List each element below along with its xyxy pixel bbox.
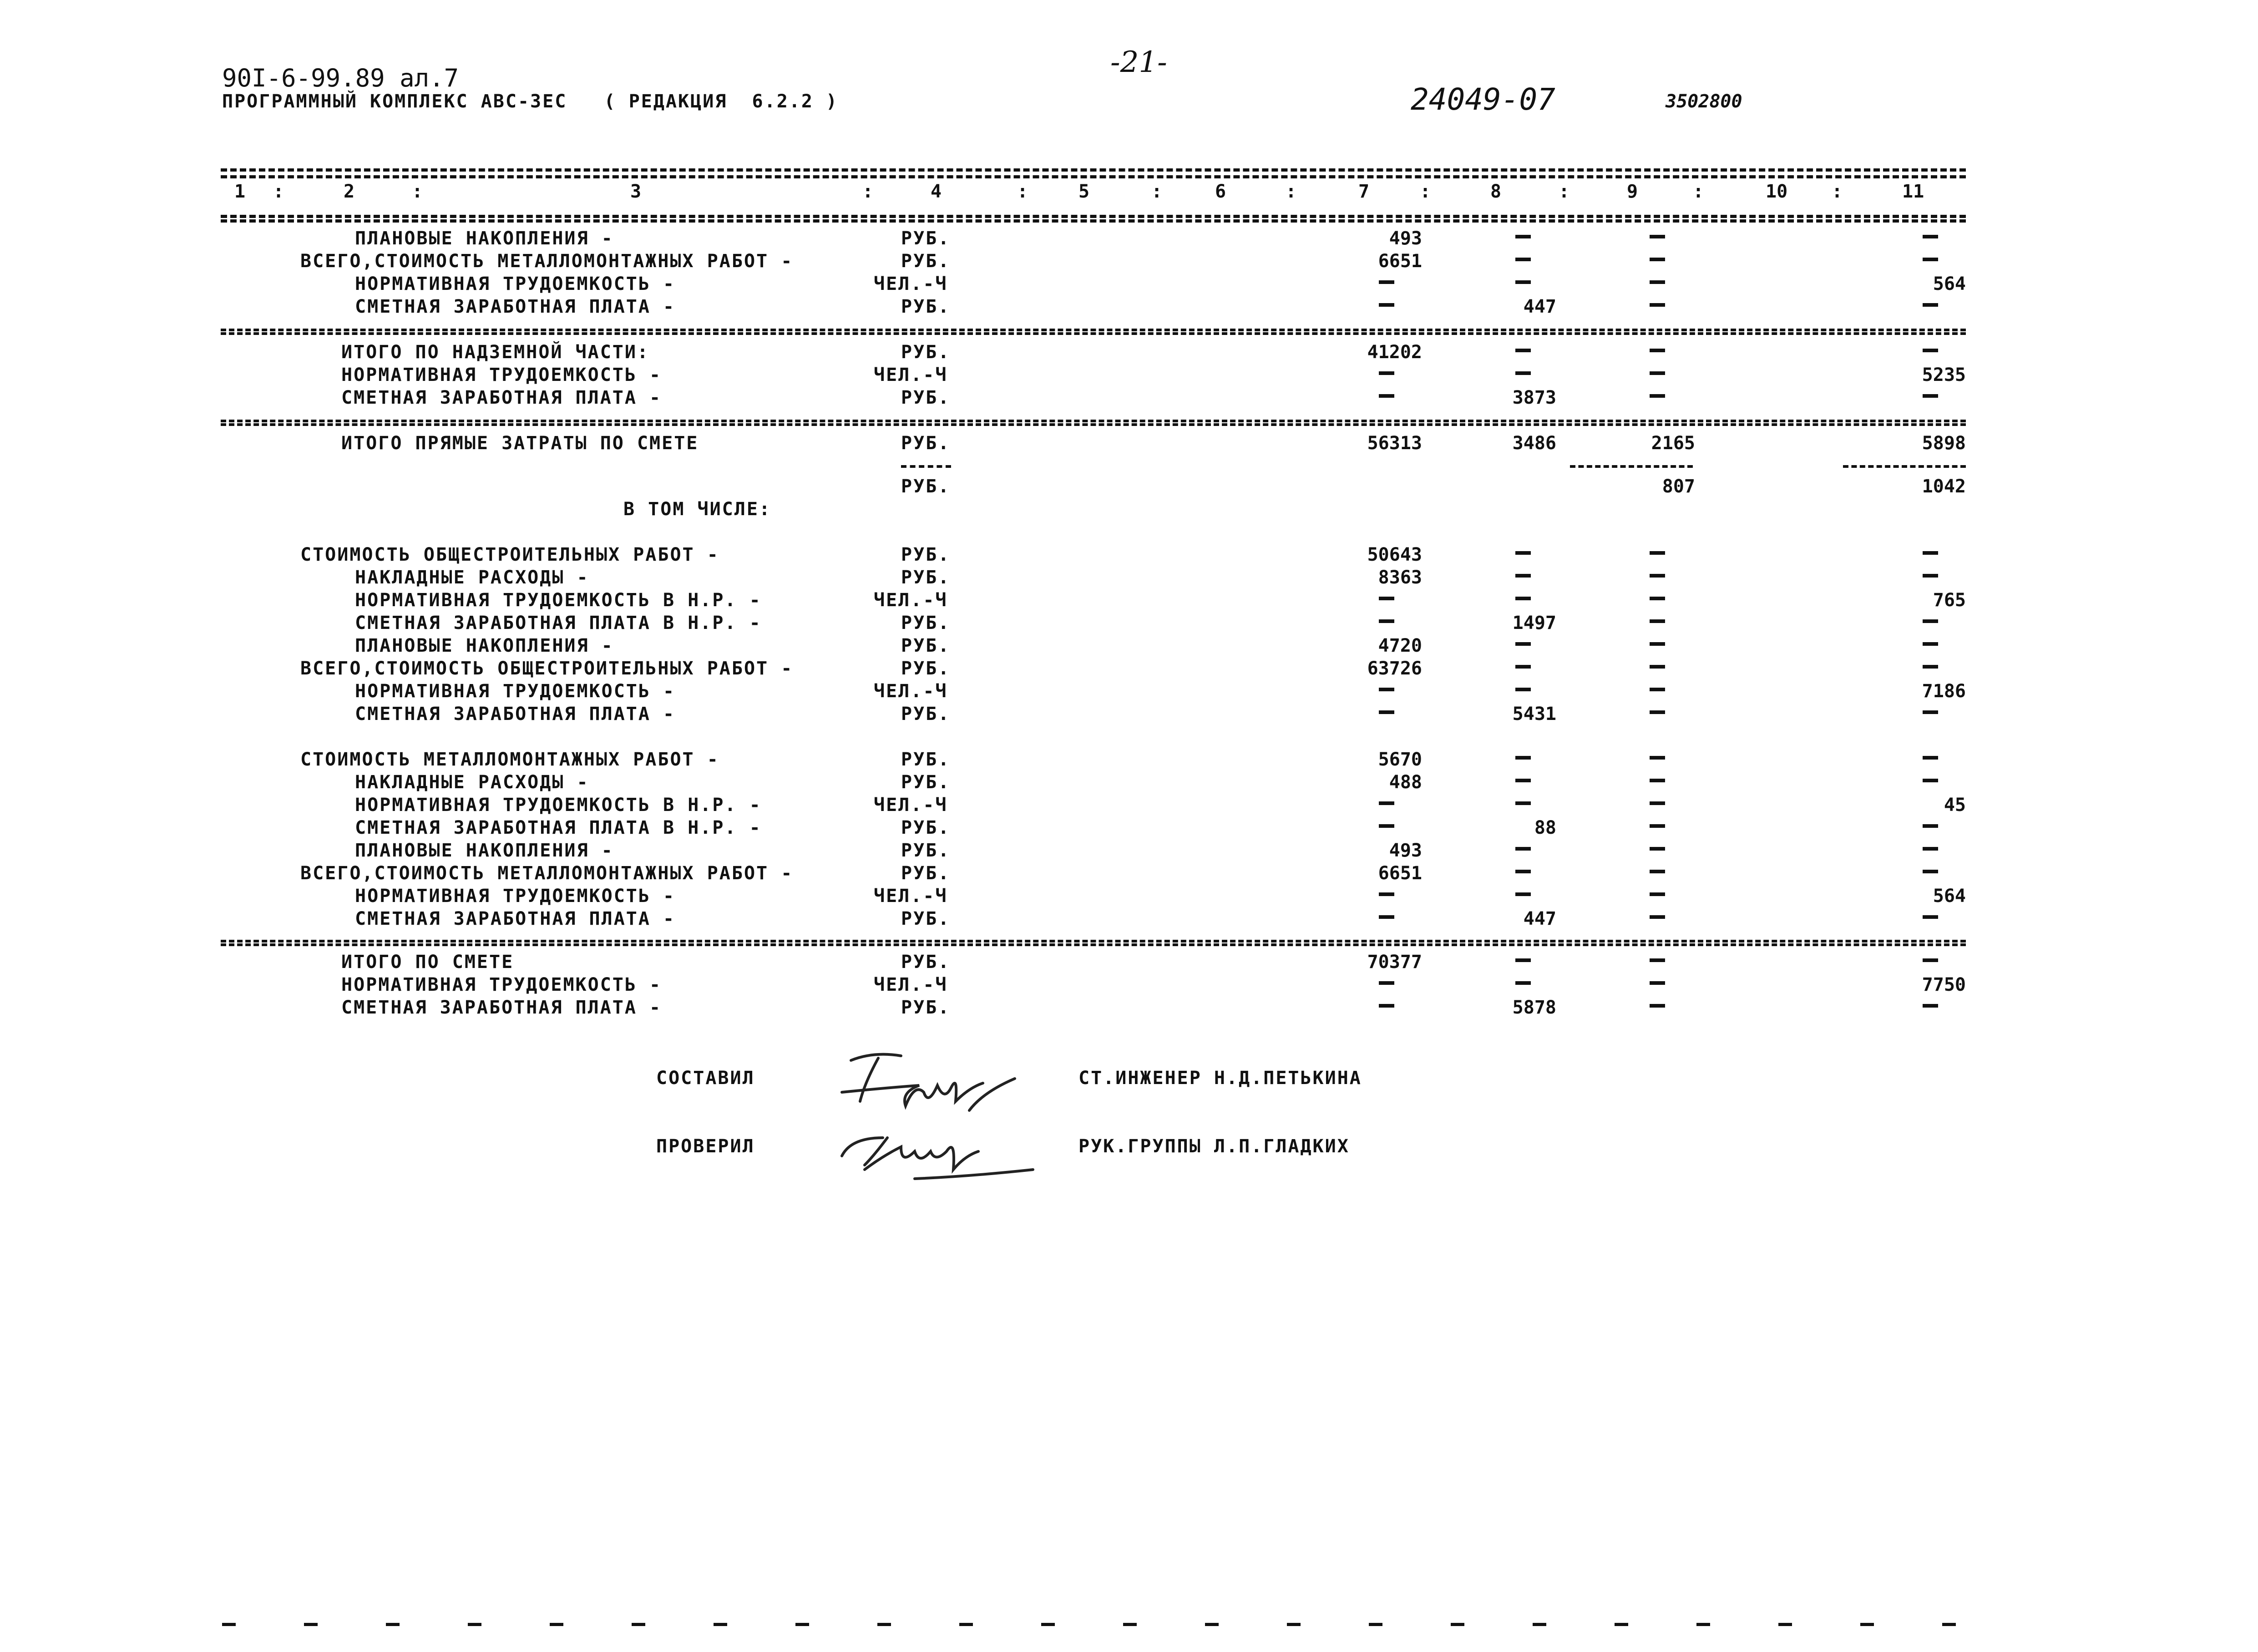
column-header-5: 5 (1078, 181, 1090, 202)
empty-value-dash (1923, 665, 1938, 669)
cell-c8: 3486 (1512, 433, 1556, 454)
bottom-dash (1123, 1623, 1137, 1626)
empty-value-dash (1515, 597, 1531, 600)
bottom-dash (959, 1623, 973, 1626)
row-label: ПЛАНОВЫЕ НАКОПЛЕНИЯ - (355, 635, 614, 656)
row-label: НОРМАТИВНАЯ ТРУДОЕМКОСТЬ - (355, 681, 676, 702)
empty-value-dash (1379, 1004, 1394, 1008)
cell-c8: 88 (1534, 817, 1556, 838)
row-unit: РУБ. (901, 863, 951, 884)
row-unit: РУБ. (901, 567, 951, 588)
empty-value-dash (1650, 824, 1665, 828)
column-separator: : (1151, 181, 1163, 202)
bottom-dash (1041, 1623, 1055, 1626)
page-number: -21- (1110, 46, 1167, 79)
column-separator: : (1832, 181, 1843, 202)
bottom-dash (550, 1623, 563, 1626)
composed-label: СОСТАВИЛ (656, 1068, 755, 1089)
cell-c11: 7186 (1922, 681, 1966, 702)
row-label: НОРМАТИВНАЯ ТРУДОЕМКОСТЬ - (355, 274, 676, 294)
bottom-dash (795, 1623, 809, 1626)
row-unit: РУБ. (901, 952, 951, 973)
empty-value-dash (1923, 915, 1938, 919)
bottom-dash (632, 1623, 645, 1626)
empty-value-dash (1379, 394, 1394, 398)
empty-value-dash (1515, 235, 1531, 238)
empty-value-dash (1379, 801, 1394, 805)
row-unit: ЧЕЛ.-Ч (874, 365, 948, 385)
bottom-dash (468, 1623, 481, 1626)
program-title: ПРОГРАММНЫЙ КОМПЛЕКС АВС-3ЕС ( РЕДАКЦИЯ 6.2.2 ) (222, 91, 839, 112)
empty-value-dash (1379, 371, 1394, 375)
section-separator (221, 423, 1966, 426)
bottom-dash (1205, 1623, 1219, 1626)
column-header-3: 3 (630, 181, 642, 202)
empty-value-dash (1650, 958, 1665, 962)
column-header-4: 4 (931, 181, 942, 202)
cell-c7: 493 (1389, 840, 1422, 861)
column-header-2: 2 (344, 181, 355, 202)
row-label: СТОИМОСТЬ МЕТАЛЛОМОНТАЖНЫХ РАБОТ - (300, 749, 719, 770)
empty-value-dash (1650, 847, 1665, 851)
cell-c11: 765 (1933, 590, 1966, 611)
row-label: СМЕТНАЯ ЗАРАБОТНАЯ ПЛАТА - (341, 387, 662, 408)
inventory-number: 24049-07 (1411, 82, 1555, 117)
empty-value-dash (1379, 597, 1394, 600)
column-separator: : (1286, 181, 1297, 202)
cell-c11: 7750 (1922, 974, 1966, 995)
column-separator: : (1017, 181, 1028, 202)
row-label: СМЕТНАЯ ЗАРАБОТНАЯ ПЛАТА - (341, 997, 662, 1018)
bottom-dash (1778, 1623, 1792, 1626)
bottom-dash (1696, 1623, 1710, 1626)
row-unit: РУБ. (901, 296, 951, 317)
empty-value-dash (1923, 619, 1938, 623)
empty-value-dash (1650, 597, 1665, 600)
empty-value-dash (1923, 303, 1938, 307)
bottom-dash (1615, 1623, 1628, 1626)
underline-col11 (1843, 465, 1966, 468)
empty-value-dash (1515, 688, 1531, 691)
row-unit: РУБ. (901, 997, 951, 1018)
empty-value-dash (1923, 235, 1938, 238)
registration-number: 3502800 (1666, 91, 1742, 112)
row-label: ИТОГО ПО СМЕТЕ (341, 952, 514, 973)
empty-value-dash (1515, 981, 1531, 985)
cell-c7: 6651 (1378, 251, 1422, 272)
empty-value-dash (1923, 574, 1938, 578)
row-label: НОРМАТИВНАЯ ТРУДОЕМКОСТЬ - (341, 974, 662, 995)
row-label: СМЕТНАЯ ЗАРАБОТНАЯ ПЛАТА - (355, 704, 676, 725)
row-label: ПЛАНОВЫЕ НАКОПЛЕНИЯ - (355, 840, 614, 861)
row-label: НАКЛАДНЫЕ РАСХОДЫ - (355, 772, 589, 793)
table-top-rule (221, 168, 1966, 172)
column-separator: : (1420, 181, 1431, 202)
row-unit: РУБ. (901, 908, 951, 929)
empty-value-dash (1650, 349, 1665, 352)
empty-value-dash (1650, 235, 1665, 238)
column-header-10: 10 (1766, 181, 1788, 202)
row-label: СМЕТНАЯ ЗАРАБОТНАЯ ПЛАТА - (355, 908, 676, 929)
empty-value-dash (1515, 870, 1531, 873)
empty-value-dash (1379, 824, 1394, 828)
empty-value-dash (1650, 303, 1665, 307)
empty-value-dash (1515, 958, 1531, 962)
row-label: В ТОМ ЧИСЛЕ: (623, 499, 771, 520)
empty-value-dash (1650, 870, 1665, 873)
row-unit: РУБ. (901, 704, 951, 725)
row-unit: РУБ. (901, 251, 951, 272)
cell-c11: 1042 (1922, 476, 1966, 497)
empty-value-dash (1379, 981, 1394, 985)
cell-c7: 50643 (1367, 544, 1422, 565)
empty-value-dash (1515, 892, 1531, 896)
empty-value-dash (1515, 574, 1531, 578)
empty-value-dash (1650, 574, 1665, 578)
cell-c9: 2165 (1651, 433, 1695, 454)
cell-c7: 63726 (1367, 658, 1422, 679)
empty-value-dash (1650, 915, 1665, 919)
row-label: ИТОГО ПРЯМЫЕ ЗАТРАТЫ ПО СМЕТЕ (341, 433, 699, 454)
empty-value-dash (1923, 258, 1938, 261)
empty-value-dash (1515, 280, 1531, 284)
section-separator (221, 943, 1966, 946)
empty-value-dash (1923, 756, 1938, 760)
cell-c7: 493 (1389, 228, 1422, 249)
empty-value-dash (1515, 258, 1531, 261)
cell-c11: 564 (1933, 886, 1966, 907)
empty-value-dash (1650, 688, 1665, 691)
empty-value-dash (1650, 551, 1665, 555)
column-header-9: 9 (1627, 181, 1638, 202)
empty-value-dash (1650, 779, 1665, 782)
row-label: СТОИМОСТЬ ОБЩЕСТРОИТЕЛЬНЫХ РАБОТ - (300, 544, 719, 565)
table-header-rule (221, 215, 1966, 218)
cell-c7: 6651 (1378, 863, 1422, 884)
section-separator (221, 420, 1966, 422)
row-label: ВСЕГО,СТОИМОСТЬ МЕТАЛЛОМОНТАЖНЫХ РАБОТ - (300, 863, 794, 884)
column-header-6: 6 (1215, 181, 1226, 202)
empty-value-dash (1515, 847, 1531, 851)
empty-value-dash (1515, 371, 1531, 375)
table-top-rule-2 (221, 175, 1966, 178)
empty-value-dash (1650, 981, 1665, 985)
cell-c11: 5898 (1922, 433, 1966, 454)
empty-value-dash (1515, 349, 1531, 352)
row-unit: ЧЕЛ.-Ч (874, 681, 948, 702)
bottom-dash (1369, 1623, 1382, 1626)
row-unit: РУБ. (901, 817, 951, 838)
checked-label: ПРОВЕРИЛ (656, 1136, 755, 1157)
empty-value-dash (1650, 280, 1665, 284)
row-unit: ЧЕЛ.-Ч (874, 974, 948, 995)
cell-c8: 5431 (1512, 704, 1556, 725)
empty-value-dash (1650, 665, 1665, 669)
row-label: ИТОГО ПО НАДЗЕМНОЙ ЧАСТИ: (341, 342, 650, 363)
row-label: СМЕТНАЯ ЗАРАБОТНАЯ ПЛАТА - (355, 296, 676, 317)
row-label: СМЕТНАЯ ЗАРАБОТНАЯ ПЛАТА В Н.Р. - (355, 817, 762, 838)
empty-value-dash (1923, 958, 1938, 962)
section-separator (221, 940, 1966, 943)
cell-c8: 1497 (1512, 613, 1556, 633)
empty-value-dash (1379, 688, 1394, 691)
bottom-dash (877, 1623, 891, 1626)
empty-value-dash (1650, 801, 1665, 805)
empty-value-dash (1379, 710, 1394, 714)
column-header-11: 11 (1902, 181, 1924, 202)
composer-name: СТ.ИНЖЕНЕР Н.Д.ПЕТЬКИНА (1078, 1068, 1362, 1089)
cell-c7: 5670 (1378, 749, 1422, 770)
empty-value-dash (1515, 665, 1531, 669)
cell-c8: 5878 (1512, 997, 1556, 1018)
row-unit: РУБ. (901, 544, 951, 565)
cell-c7: 56313 (1367, 433, 1422, 454)
underline-unit (901, 465, 951, 468)
row-unit: РУБ. (901, 749, 951, 770)
checker-signature (833, 1120, 1042, 1188)
empty-value-dash (1515, 551, 1531, 555)
row-unit: ЧЕЛ.-Ч (874, 795, 948, 816)
checker-name: РУК.ГРУППЫ Л.П.ГЛАДКИХ (1078, 1136, 1350, 1157)
row-label: ВСЕГО,СТОИМОСТЬ ОБЩЕСТРОИТЕЛЬНЫХ РАБОТ - (300, 658, 794, 679)
cell-c7: 8363 (1378, 567, 1422, 588)
cell-c7: 41202 (1367, 342, 1422, 363)
row-unit: РУБ. (901, 433, 951, 454)
empty-value-dash (1379, 915, 1394, 919)
empty-value-dash (1923, 349, 1938, 352)
cell-c11: 564 (1933, 274, 1966, 294)
row-label: НОРМАТИВНАЯ ТРУДОЕМКОСТЬ В Н.Р. - (355, 590, 762, 611)
column-separator: : (412, 181, 423, 202)
empty-value-dash (1650, 1004, 1665, 1008)
composer-signature (833, 1042, 1024, 1115)
row-unit: РУБ. (901, 476, 951, 497)
bottom-dash (1942, 1623, 1956, 1626)
cell-c8: 447 (1523, 296, 1556, 317)
underline-col9 (1570, 465, 1693, 468)
row-label: ПЛАНОВЫЕ НАКОПЛЕНИЯ - (355, 228, 614, 249)
row-label: СМЕТНАЯ ЗАРАБОТНАЯ ПЛАТА В Н.Р. - (355, 613, 762, 633)
empty-value-dash (1515, 756, 1531, 760)
row-unit: РУБ. (901, 635, 951, 656)
cell-c11: 45 (1944, 795, 1966, 816)
empty-value-dash (1923, 824, 1938, 828)
bottom-dash (304, 1623, 318, 1626)
row-unit: РУБ. (901, 772, 951, 793)
empty-value-dash (1923, 779, 1938, 782)
row-unit: РУБ. (901, 613, 951, 633)
bottom-dash (1533, 1623, 1546, 1626)
row-unit: РУБ. (901, 840, 951, 861)
row-unit: РУБ. (901, 342, 951, 363)
empty-value-dash (1650, 394, 1665, 398)
bottom-dash (1451, 1623, 1464, 1626)
empty-value-dash (1515, 779, 1531, 782)
row-unit: РУБ. (901, 658, 951, 679)
bottom-dash (714, 1623, 727, 1626)
row-label: НОРМАТИВНАЯ ТРУДОЕМКОСТЬ В Н.Р. - (355, 795, 762, 816)
empty-value-dash (1923, 394, 1938, 398)
cell-c11: 5235 (1922, 365, 1966, 385)
empty-value-dash (1650, 619, 1665, 623)
cell-c7: 4720 (1378, 635, 1422, 656)
empty-value-dash (1923, 1004, 1938, 1008)
empty-value-dash (1650, 642, 1665, 646)
empty-value-dash (1650, 258, 1665, 261)
empty-value-dash (1379, 892, 1394, 896)
column-separator: : (862, 181, 874, 202)
table-header-rule-2 (221, 219, 1966, 223)
cell-c9: 807 (1662, 476, 1695, 497)
section-separator (221, 329, 1966, 331)
row-unit: РУБ. (901, 387, 951, 408)
column-header-7: 7 (1358, 181, 1370, 202)
row-unit: ЧЕЛ.-Ч (874, 590, 948, 611)
column-header-8: 8 (1490, 181, 1502, 202)
column-separator: : (273, 181, 284, 202)
document-code: 90I-6-99.89 ал.7 (222, 64, 459, 92)
column-separator: : (1693, 181, 1704, 202)
row-unit: ЧЕЛ.-Ч (874, 886, 948, 907)
column-header-1: 1 (234, 181, 246, 202)
bottom-dash (222, 1623, 236, 1626)
empty-value-dash (1650, 710, 1665, 714)
empty-value-dash (1923, 847, 1938, 851)
column-separator: : (1559, 181, 1570, 202)
row-unit: РУБ. (901, 228, 951, 249)
empty-value-dash (1379, 280, 1394, 284)
empty-value-dash (1379, 303, 1394, 307)
empty-value-dash (1515, 642, 1531, 646)
empty-value-dash (1379, 619, 1394, 623)
empty-value-dash (1650, 371, 1665, 375)
empty-value-dash (1923, 551, 1938, 555)
bottom-dash (1287, 1623, 1301, 1626)
row-unit: ЧЕЛ.-Ч (874, 274, 948, 294)
bottom-dash (1860, 1623, 1874, 1626)
section-separator (221, 332, 1966, 335)
row-label: НОРМАТИВНАЯ ТРУДОЕМКОСТЬ - (355, 886, 676, 907)
cell-c7: 488 (1389, 772, 1422, 793)
empty-value-dash (1923, 870, 1938, 873)
row-label: НОРМАТИВНАЯ ТРУДОЕМКОСТЬ - (341, 365, 662, 385)
empty-value-dash (1923, 710, 1938, 714)
empty-value-dash (1650, 892, 1665, 896)
empty-value-dash (1923, 642, 1938, 646)
row-label: НАКЛАДНЫЕ РАСХОДЫ - (355, 567, 589, 588)
bottom-dash (386, 1623, 400, 1626)
empty-value-dash (1515, 801, 1531, 805)
empty-value-dash (1650, 756, 1665, 760)
cell-c7: 70377 (1367, 952, 1422, 973)
row-label: ВСЕГО,СТОИМОСТЬ МЕТАЛЛОМОНТАЖНЫХ РАБОТ - (300, 251, 794, 272)
cell-c8: 3873 (1512, 387, 1556, 408)
cell-c8: 447 (1523, 908, 1556, 929)
